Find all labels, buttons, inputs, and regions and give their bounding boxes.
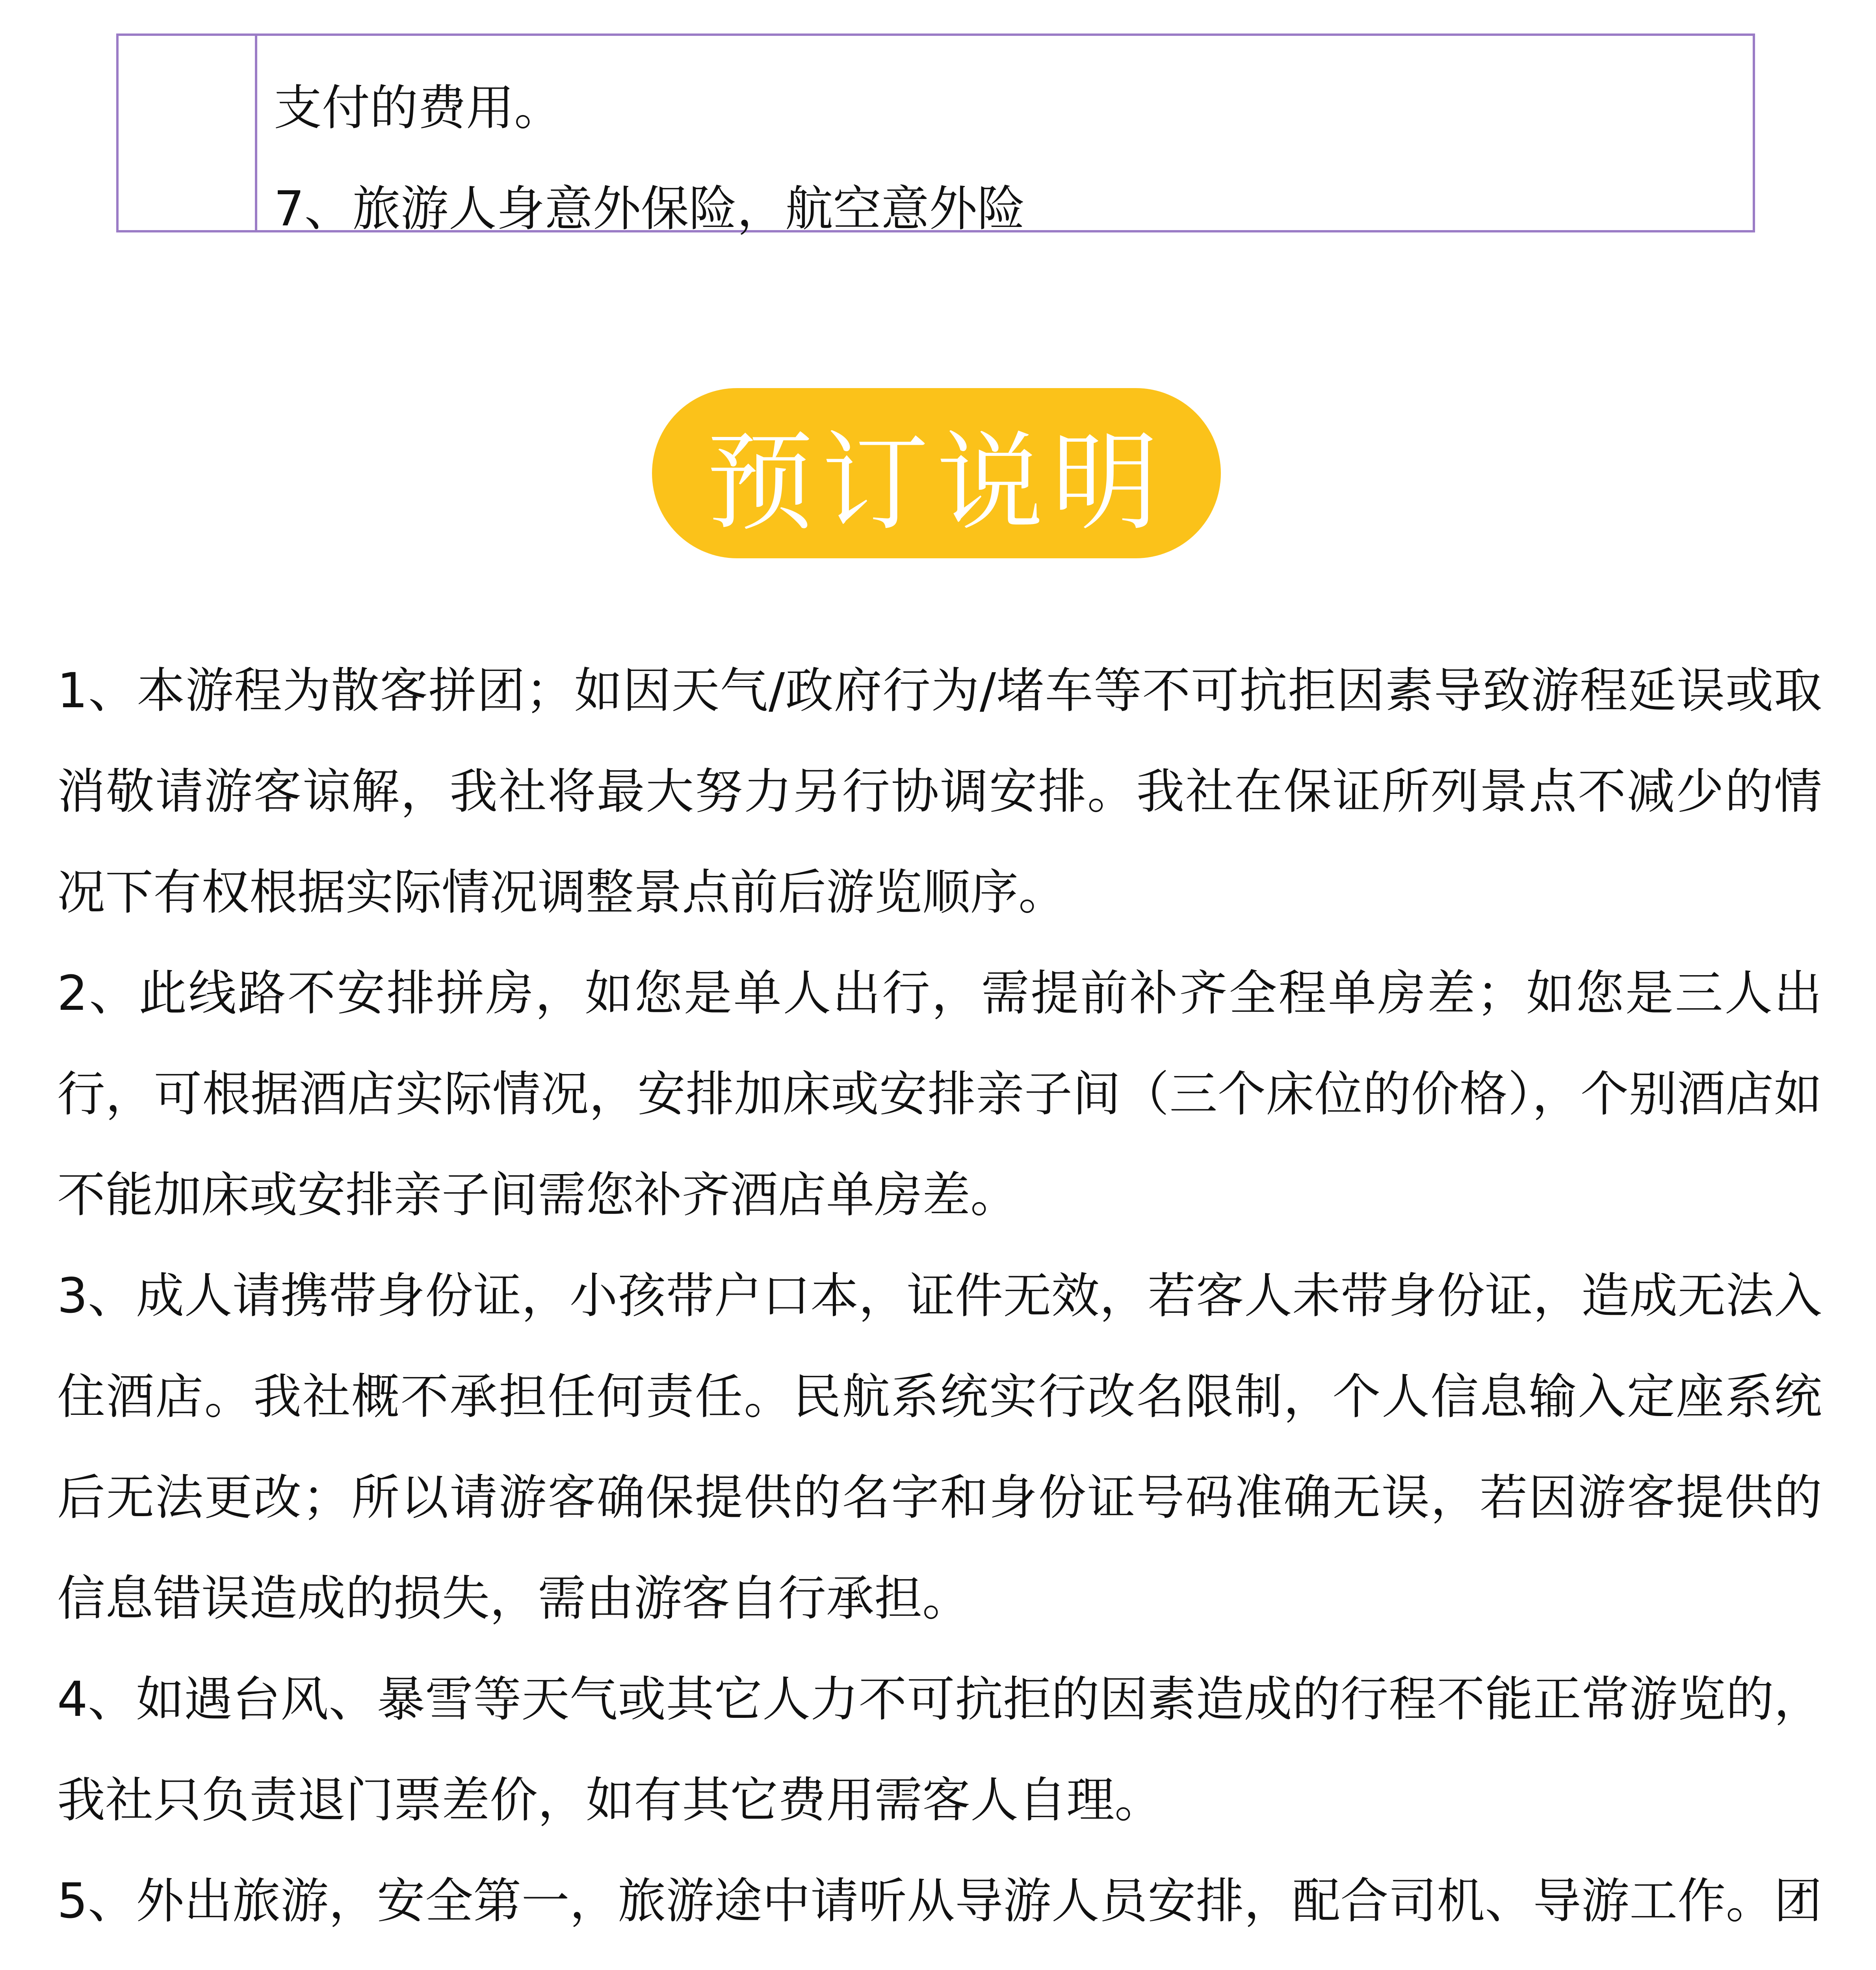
booking-notes-list	[57, 640, 1822, 1970]
note-item-1: 1、本游程为散客拼团；如因天气/政府行为/堵车等不可抗拒因素导致游程延误或取消敬请游客谅解，我社将最大努力另行协调安排。我社在保证所列景点不减少的情况下有权根据实际情况调整景点前后游览顺序。	[57, 663, 1822, 920]
section-title: 预订说明	[706, 420, 1166, 545]
table-content-cell	[257, 36, 1753, 237]
table-row: 支付的费用。	[274, 80, 562, 136]
section-title-badge	[652, 388, 1221, 558]
note-item-4: 4、如遇台风、暴雪等天气或其它人力不可抗拒的因素造成的行程不能正常游览的，我社只负责退门票差价，如有其它费用需客人自理。	[57, 1671, 1822, 1828]
note-item-3: 3、成人请携带身份证，小孩带户口本，证件无效，若客人未带身份证，造成无法入住酒店。我社概不承担任何责任。民航系统实行改名限制，个人信息输入定座系统后无法更改；所以请游客确保提供的名字和身份证号码准确无误，若因游客提供的信息错误造成的损失，需由游客自行承担。	[57, 1268, 1822, 1626]
table-label-cell	[119, 36, 257, 230]
table-row: 7、旅游人身意外保险，航空意外险	[274, 181, 1025, 237]
fee-exclusions-table	[116, 33, 1755, 237]
note-item-2: 2、此线路不安排拼房，如您是单人出行，需提前补齐全程单房差；如您是三人出行，可根据酒店实际情况，安排加床或安排亲子间（三个床位的价格），个别酒店如不能加床或安排亲子间需您补齐酒店单房差。	[57, 965, 1822, 1223]
note-item-5: 5、外出旅游，安全第一，旅游途中请听从导游人员安排，配合司机、导游工作。团	[57, 1873, 1822, 1929]
